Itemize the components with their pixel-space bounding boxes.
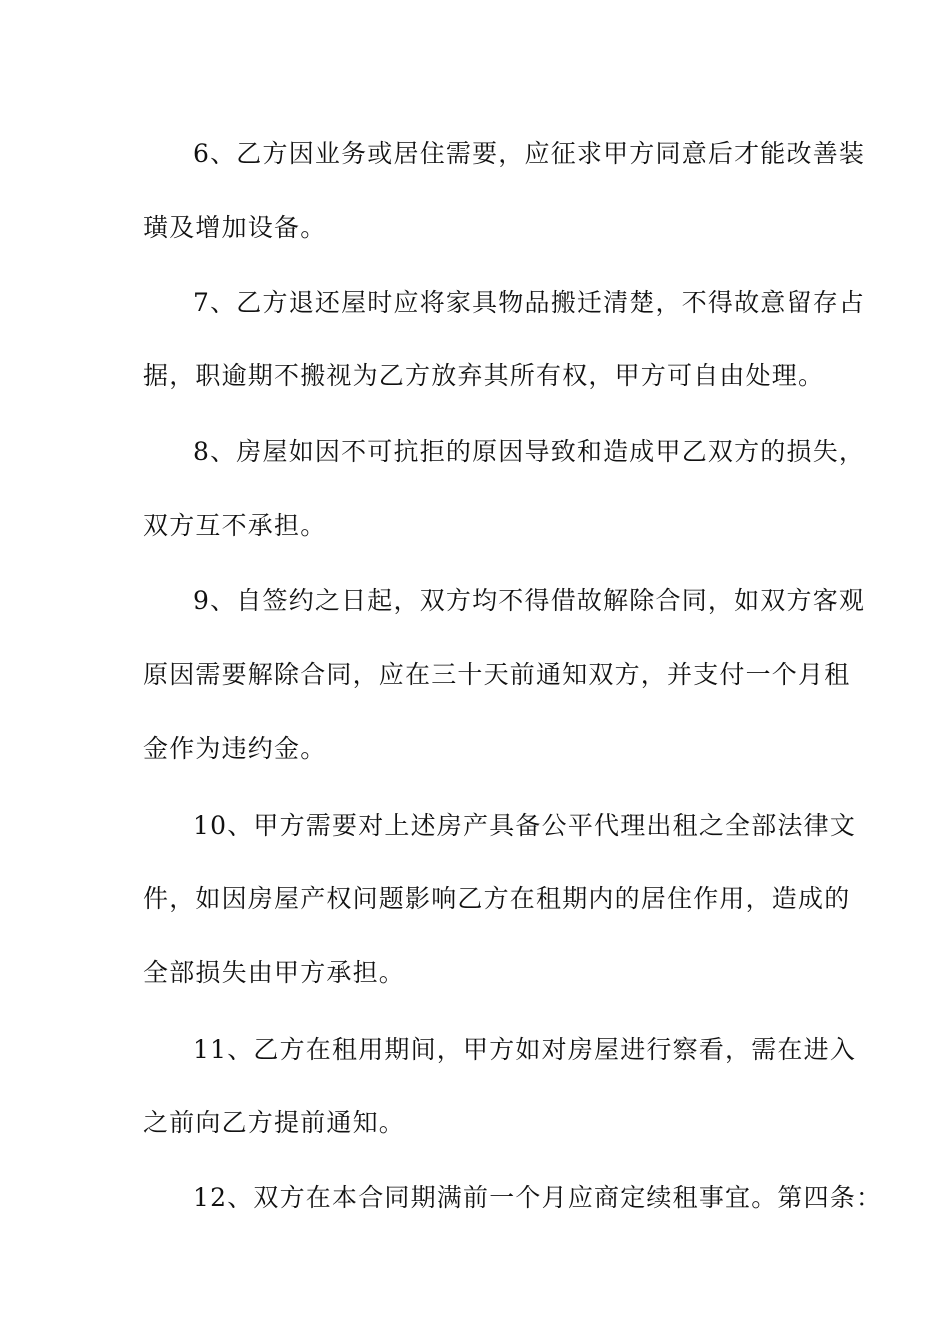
paragraph-10-line-1: 10、甲方需要对上述房产具备公平代理出租之全部法律文 [193,811,857,840]
paragraph-8-line-1: 8、房屋如因不可抗拒的原因导致和造成甲乙双方的损失， [193,437,866,466]
paragraph-9-line-2: 原因需要解除合同，应在三十天前通知双方，并支付一个月租 [143,660,851,689]
paragraph-12-line-1: 12、双方在本合同期满前一个月应商定续租事宜。第四条： [193,1183,883,1212]
paragraph-8-line-2: 双方互不承担。 [143,511,327,540]
paragraph-6-line-2: 璜及增加设备。 [143,213,327,242]
paragraph-9-line-1: 9、自签约之日起，双方均不得借故解除合同，如双方客观 [193,586,866,615]
paragraph-10-line-2: 件，如因房屋产权问题影响乙方在租期内的居住作用，造成的 [143,884,851,913]
paragraph-7-line-1: 7、乙方退还屋时应将家具物品搬迁清楚，不得故意留存占 [193,288,866,317]
paragraph-9-line-3: 金作为违约金。 [143,734,327,763]
paragraph-6-line-1: 6、乙方因业务或居住需要，应征求甲方同意后才能改善装 [193,139,866,168]
paragraph-10-line-3: 全部损失由甲方承担。 [143,958,406,987]
paragraph-11-line-2: 之前向乙方提前通知。 [143,1108,406,1137]
paragraph-11-line-1: 11、乙方在租用期间，甲方如对房屋进行察看，需在进入 [193,1035,857,1064]
paragraph-7-line-2: 据，职逾期不搬视为乙方放弃其所有权，甲方可自由处理。 [143,361,825,390]
